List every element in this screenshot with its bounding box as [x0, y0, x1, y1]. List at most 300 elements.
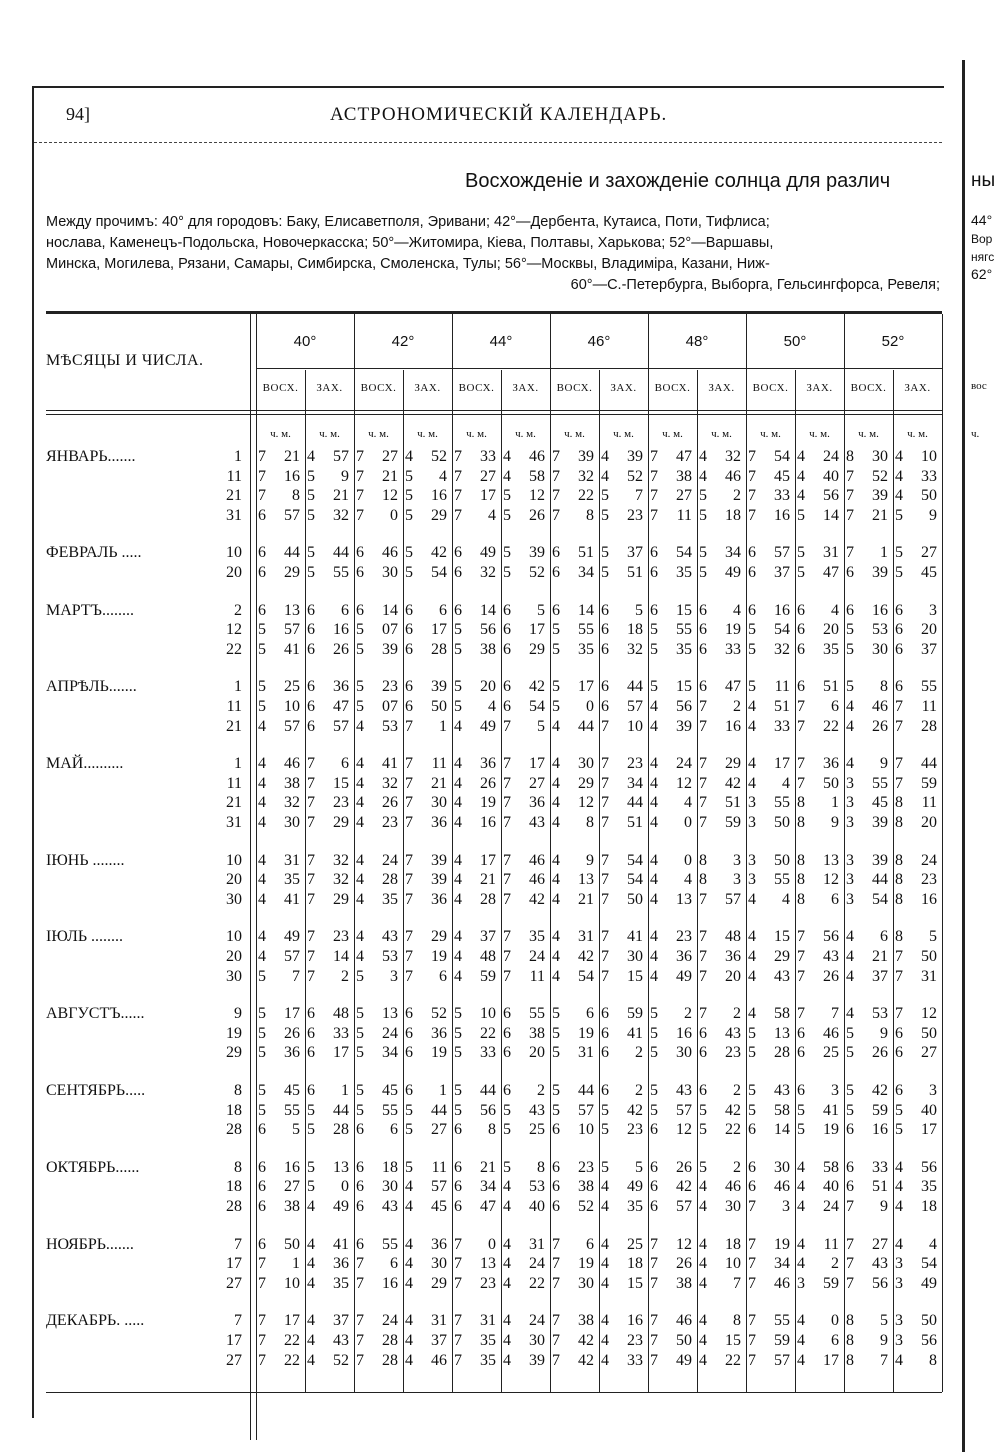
minutes-value: 33	[921, 468, 937, 485]
minutes-value: 43	[382, 1198, 398, 1215]
hours-value: 4	[307, 1312, 315, 1329]
minutes-value: 57	[774, 544, 790, 561]
minutes-value: 4	[439, 468, 447, 485]
unit-label	[599, 428, 648, 440]
hours-value: 7	[258, 487, 266, 504]
hours-value: 6	[748, 1121, 756, 1138]
minutes-value: 55	[333, 564, 349, 581]
day-number: 21	[226, 718, 242, 735]
hours-value: 5	[797, 507, 805, 524]
minutes-value: 18	[382, 1159, 398, 1176]
minutes-value: 39	[676, 718, 692, 735]
hours-value: 4	[454, 968, 462, 985]
rise-header: ВОСХ.	[262, 382, 299, 394]
minutes-value: 11	[676, 507, 692, 524]
unit-hours: ч.	[368, 428, 377, 440]
minutes-value: 56	[676, 698, 692, 715]
minutes-value: 43	[774, 968, 790, 985]
day-number: 27	[226, 1275, 242, 1292]
minutes-value: 17	[480, 852, 496, 869]
day-number: 2	[234, 602, 242, 619]
hours-value: 4	[699, 1255, 707, 1272]
month-day-row	[46, 852, 242, 872]
minutes-value: 11	[774, 678, 790, 695]
minutes-value: 9	[880, 1332, 888, 1349]
hours-value: 4	[699, 468, 707, 485]
minutes-value: 10	[284, 1275, 300, 1292]
minutes-value: 07	[382, 621, 398, 638]
minutes-value: 8	[488, 1121, 496, 1138]
minutes-value: 50	[823, 775, 839, 792]
day-number: 1	[234, 755, 242, 772]
month-day-row	[46, 1332, 242, 1352]
hours-value: 7	[748, 487, 756, 504]
table-row	[256, 814, 936, 834]
minutes-value: 28	[333, 1121, 349, 1138]
hours-value: 4	[797, 1178, 805, 1195]
minutes-value: 49	[284, 928, 300, 945]
hours-value: 6	[356, 1121, 364, 1138]
hours-value: 4	[258, 718, 266, 735]
hours-value: 5	[895, 544, 903, 561]
set-header: ЗАХ.	[806, 382, 833, 394]
minutes-value: 18	[921, 1198, 937, 1215]
hours-value: 4	[797, 1255, 805, 1272]
hours-value: 7	[846, 468, 854, 485]
hours-value: 4	[699, 1352, 707, 1369]
minutes-value: 52	[529, 564, 545, 581]
day-number: 21	[226, 794, 242, 811]
hours-value: 6	[454, 1178, 462, 1195]
hours-value: 3	[748, 814, 756, 831]
hours-value: 5	[846, 1102, 854, 1119]
hours-value: 6	[895, 602, 903, 619]
hours-value: 4	[797, 1332, 805, 1349]
minutes-value: 49	[725, 564, 741, 581]
minutes-value: 58	[774, 1005, 790, 1022]
hours-value: 6	[552, 602, 560, 619]
hours-value: 4	[307, 1352, 315, 1369]
minutes-value: 35	[333, 1275, 349, 1292]
hours-value: 4	[552, 891, 560, 908]
hours-value: 7	[552, 1312, 560, 1329]
minutes-value: 48	[725, 928, 741, 945]
hours-value: 7	[797, 1005, 805, 1022]
hours-value: 7	[356, 507, 364, 524]
hours-value: 4	[846, 928, 854, 945]
minutes-value: 45	[284, 1082, 300, 1099]
hours-value: 6	[797, 1082, 805, 1099]
minutes-value: 25	[529, 1121, 545, 1138]
month-day-row	[46, 1102, 242, 1122]
minutes-value: 15	[676, 602, 692, 619]
latitude-header: 40°	[256, 314, 354, 369]
minutes-value: 6	[390, 1255, 398, 1272]
minutes-value: 19	[578, 1255, 594, 1272]
minutes-value: 28	[921, 718, 937, 735]
minutes-value: 42	[872, 1082, 888, 1099]
hours-value: 7	[454, 1236, 462, 1253]
hours-value: 6	[895, 1044, 903, 1061]
minutes-value: 21	[431, 775, 447, 792]
hours-value: 4	[846, 755, 854, 772]
hours-value: 6	[895, 1025, 903, 1042]
minutes-value: 59	[480, 968, 496, 985]
minutes-value: 59	[823, 1275, 839, 1292]
hours-value: 4	[797, 1159, 805, 1176]
hours-value: 4	[258, 871, 266, 888]
minutes-value: 59	[921, 775, 937, 792]
hours-value: 4	[552, 852, 560, 869]
unit-hours: ч.	[907, 428, 916, 440]
note-line-4: 60°—С.-Петербурга, Выборга, Гельсингфорса, Ревеля;	[570, 277, 940, 293]
unit-minutes: м.	[621, 428, 634, 440]
hours-value: 4	[895, 1159, 903, 1176]
month-day-row	[46, 1121, 242, 1141]
minutes-value: 58	[774, 1102, 790, 1119]
month-name: ФЕВРАЛЬ .....	[46, 544, 142, 561]
minutes-value: 25	[284, 678, 300, 695]
minutes-value: 37	[872, 968, 888, 985]
minutes-value: 30	[725, 1198, 741, 1215]
hours-value: 7	[258, 1332, 266, 1349]
day-number: 10	[226, 544, 242, 561]
hours-value: 4	[503, 1332, 511, 1349]
hours-value: 6	[503, 602, 511, 619]
latitude-header: 52°	[844, 314, 942, 369]
hours-value: 6	[895, 1082, 903, 1099]
minutes-value: 46	[431, 1352, 447, 1369]
minutes-value: 39	[529, 544, 545, 561]
minutes-value: 30	[676, 1044, 692, 1061]
hours-value: 4	[258, 775, 266, 792]
hours-value: 6	[601, 1025, 609, 1042]
minutes-value: 55	[382, 1236, 398, 1253]
day-number: 17	[226, 1332, 242, 1349]
months-column-header: МѢСЯЦЫ И ЧИСЛА.	[46, 352, 204, 369]
minutes-value: 35	[676, 641, 692, 658]
hours-value: 6	[601, 1082, 609, 1099]
minutes-value: 34	[725, 544, 741, 561]
hours-value: 4	[405, 1275, 413, 1292]
minutes-value: 19	[774, 1236, 790, 1253]
hours-value: 6	[405, 698, 413, 715]
minutes-value: 57	[578, 1102, 594, 1119]
minutes-value: 29	[333, 891, 349, 908]
hours-value: 5	[797, 564, 805, 581]
minutes-value: 37	[333, 1312, 349, 1329]
minutes-value: 19	[431, 1044, 447, 1061]
minutes-value: 54	[676, 544, 692, 561]
hours-value: 4	[748, 891, 756, 908]
unit-minutes: м.	[670, 428, 683, 440]
minutes-value: 3	[782, 1198, 790, 1215]
hours-value: 4	[748, 755, 756, 772]
minutes-value: 50	[921, 1025, 937, 1042]
minutes-value: 48	[480, 948, 496, 965]
minutes-value: 0	[341, 1178, 349, 1195]
hours-value: 5	[699, 564, 707, 581]
day-number: 18	[226, 1102, 242, 1119]
unit-label	[844, 428, 893, 440]
hours-value: 7	[895, 775, 903, 792]
minutes-value: 35	[382, 891, 398, 908]
hours-value: 7	[797, 948, 805, 965]
minutes-value: 50	[431, 698, 447, 715]
minutes-value: 45	[921, 564, 937, 581]
unit-label	[795, 428, 844, 440]
unit-hours: ч.	[417, 428, 426, 440]
hours-value: 4	[552, 871, 560, 888]
minutes-value: 55	[872, 775, 888, 792]
hours-value: 6	[405, 621, 413, 638]
minutes-value: 44	[333, 1102, 349, 1119]
minutes-value: 1	[880, 544, 888, 561]
table-row	[256, 468, 936, 488]
table-row	[256, 891, 936, 911]
hours-value: 7	[454, 1332, 462, 1349]
table-row	[256, 871, 936, 891]
minutes-value: 29	[431, 507, 447, 524]
minutes-value: 22	[578, 487, 594, 504]
hours-value: 5	[258, 698, 266, 715]
hours-value: 5	[601, 1159, 609, 1176]
hours-value: 8	[797, 814, 805, 831]
minutes-value: 55	[774, 794, 790, 811]
minutes-value: 17	[529, 621, 545, 638]
minutes-value: 32	[333, 852, 349, 869]
minutes-value: 26	[284, 1025, 300, 1042]
minutes-value: 11	[431, 755, 447, 772]
hours-value: 5	[356, 1025, 364, 1042]
minutes-value: 31	[480, 1312, 496, 1329]
adjacent-note-3: нягс	[971, 250, 995, 264]
minutes-value: 52	[431, 448, 447, 465]
unit-label	[452, 428, 501, 440]
hours-value: 6	[748, 1159, 756, 1176]
minutes-value: 24	[921, 852, 937, 869]
hours-value: 5	[699, 487, 707, 504]
minutes-value: 57	[284, 507, 300, 524]
minutes-value: 27	[431, 1121, 447, 1138]
hours-value: 7	[846, 1236, 854, 1253]
hours-value: 7	[601, 755, 609, 772]
hours-value: 7	[552, 1352, 560, 1369]
minutes-value: 10	[921, 448, 937, 465]
minutes-value: 42	[725, 775, 741, 792]
hours-value: 4	[797, 1198, 805, 1215]
minutes-value: 4	[684, 794, 692, 811]
hours-value: 4	[748, 948, 756, 965]
adjacent-subheader: вос	[971, 380, 987, 392]
hours-value: 7	[846, 1198, 854, 1215]
minutes-value: 51	[872, 1178, 888, 1195]
minutes-value: 16	[431, 487, 447, 504]
minutes-value: 22	[823, 718, 839, 735]
minutes-value: 22	[480, 1025, 496, 1042]
hours-value: 5	[748, 1044, 756, 1061]
latitude-row-rule	[256, 368, 942, 369]
minutes-value: 15	[627, 1275, 643, 1292]
month-name: ІЮНЬ ........	[46, 852, 125, 869]
hours-value: 8	[895, 852, 903, 869]
month-day-row	[46, 968, 242, 988]
minutes-value: 1	[292, 1255, 300, 1272]
hours-value: 5	[258, 641, 266, 658]
hours-value: 4	[307, 1236, 315, 1253]
minutes-value: 15	[725, 1332, 741, 1349]
hours-value: 7	[258, 1352, 266, 1369]
minutes-value: 36	[333, 1255, 349, 1272]
hours-value: 8	[895, 871, 903, 888]
month-day-row	[46, 544, 242, 564]
minutes-value: 23	[725, 1044, 741, 1061]
hours-value: 5	[258, 1044, 266, 1061]
hours-value: 5	[552, 621, 560, 638]
minutes-value: 46	[382, 544, 398, 561]
hours-value: 8	[797, 891, 805, 908]
hours-value: 5	[405, 507, 413, 524]
minutes-value: 57	[333, 448, 349, 465]
hours-value: 7	[895, 698, 903, 715]
minutes-value: 32	[725, 448, 741, 465]
hours-value: 4	[552, 968, 560, 985]
hours-value: 7	[258, 468, 266, 485]
minutes-value: 13	[774, 1025, 790, 1042]
minutes-value: 44	[872, 871, 888, 888]
hours-value: 6	[797, 621, 805, 638]
minutes-value: 39	[431, 852, 447, 869]
minutes-value: 50	[921, 487, 937, 504]
hours-value: 6	[307, 698, 315, 715]
minutes-value: 59	[774, 1332, 790, 1349]
minutes-value: 38	[284, 1198, 300, 1215]
minutes-value: 41	[627, 928, 643, 945]
hours-value: 7	[258, 1312, 266, 1329]
minutes-value: 52	[578, 1198, 594, 1215]
hours-value: 7	[650, 1312, 658, 1329]
hours-value: 7	[307, 814, 315, 831]
minutes-value: 4	[733, 602, 741, 619]
hours-value: 5	[699, 544, 707, 561]
minutes-value: 23	[480, 1275, 496, 1292]
latitude-header: 48°	[648, 314, 746, 369]
hours-value: 4	[307, 1332, 315, 1349]
hours-value: 7	[895, 968, 903, 985]
minutes-value: 29	[578, 775, 594, 792]
minutes-value: 11	[529, 968, 545, 985]
minutes-value: 50	[284, 1236, 300, 1253]
minutes-value: 7	[831, 1005, 839, 1022]
adjacent-title: ны	[971, 170, 996, 191]
minutes-value: 23	[382, 814, 398, 831]
minutes-value: 52	[333, 1352, 349, 1369]
minutes-value: 49	[480, 544, 496, 561]
hours-value: 7	[454, 507, 462, 524]
table-title: Восхожденіе и захожденіе солнца для различ	[465, 170, 891, 192]
minutes-value: 42	[529, 891, 545, 908]
hours-value: 8	[797, 794, 805, 811]
minutes-value: 7	[292, 968, 300, 985]
minutes-value: 56	[921, 1332, 937, 1349]
minutes-value: 29	[431, 928, 447, 945]
minutes-value: 57	[676, 1198, 692, 1215]
minutes-value: 50	[921, 948, 937, 965]
hours-value: 6	[503, 1082, 511, 1099]
minutes-value: 30	[627, 948, 643, 965]
hours-value: 4	[601, 1178, 609, 1195]
hours-value: 6	[307, 621, 315, 638]
hours-value: 5	[356, 1082, 364, 1099]
minutes-value: 19	[431, 948, 447, 965]
minutes-value: 16	[725, 718, 741, 735]
minutes-value: 24	[529, 948, 545, 965]
table-row	[256, 1025, 936, 1045]
minutes-value: 16	[676, 1025, 692, 1042]
day-number: 30	[226, 891, 242, 908]
minutes-value: 52	[431, 1005, 447, 1022]
minutes-value: 38	[578, 1312, 594, 1329]
minutes-value: 30	[382, 1178, 398, 1195]
table-row	[256, 1275, 936, 1295]
minutes-value: 12	[921, 1005, 937, 1022]
hours-value: 5	[356, 678, 364, 695]
table-row	[256, 755, 936, 775]
unit-minutes: м.	[768, 428, 781, 440]
minutes-value: 46	[774, 1275, 790, 1292]
hours-value: 5	[356, 698, 364, 715]
hours-value: 7	[503, 968, 511, 985]
hours-value: 5	[846, 641, 854, 658]
minutes-value: 35	[480, 1332, 496, 1349]
minutes-value: 44	[333, 544, 349, 561]
hours-value: 7	[699, 698, 707, 715]
hours-value: 4	[601, 1198, 609, 1215]
hours-value: 6	[601, 698, 609, 715]
unit-hours: ч.	[466, 428, 475, 440]
hours-value: 5	[699, 1121, 707, 1138]
hours-value: 4	[601, 1255, 609, 1272]
minutes-value: 43	[333, 1332, 349, 1349]
hours-value: 8	[895, 928, 903, 945]
minutes-value: 28	[382, 1352, 398, 1369]
month-day-row	[46, 1312, 242, 1332]
minutes-value: 42	[578, 1332, 594, 1349]
minutes-value: 16	[627, 1312, 643, 1329]
minutes-value: 4	[488, 698, 496, 715]
minutes-value: 38	[676, 1275, 692, 1292]
hours-value: 5	[552, 698, 560, 715]
table-row	[256, 698, 936, 718]
hours-value: 7	[601, 794, 609, 811]
unit-hours: ч.	[613, 428, 622, 440]
hours-value: 4	[650, 814, 658, 831]
minutes-value: 59	[627, 1005, 643, 1022]
minutes-value: 31	[431, 1312, 447, 1329]
month-day-row	[46, 1178, 242, 1198]
minutes-value: 27	[921, 1044, 937, 1061]
hours-value: 7	[601, 852, 609, 869]
minutes-value: 10	[578, 1121, 594, 1138]
minutes-value: 54	[872, 891, 888, 908]
hours-value: 7	[650, 507, 658, 524]
hours-value: 4	[454, 814, 462, 831]
minutes-value: 5	[880, 1312, 888, 1329]
minutes-value: 55	[676, 621, 692, 638]
minutes-value: 6	[341, 602, 349, 619]
minutes-value: 24	[823, 448, 839, 465]
table-row	[256, 487, 936, 507]
